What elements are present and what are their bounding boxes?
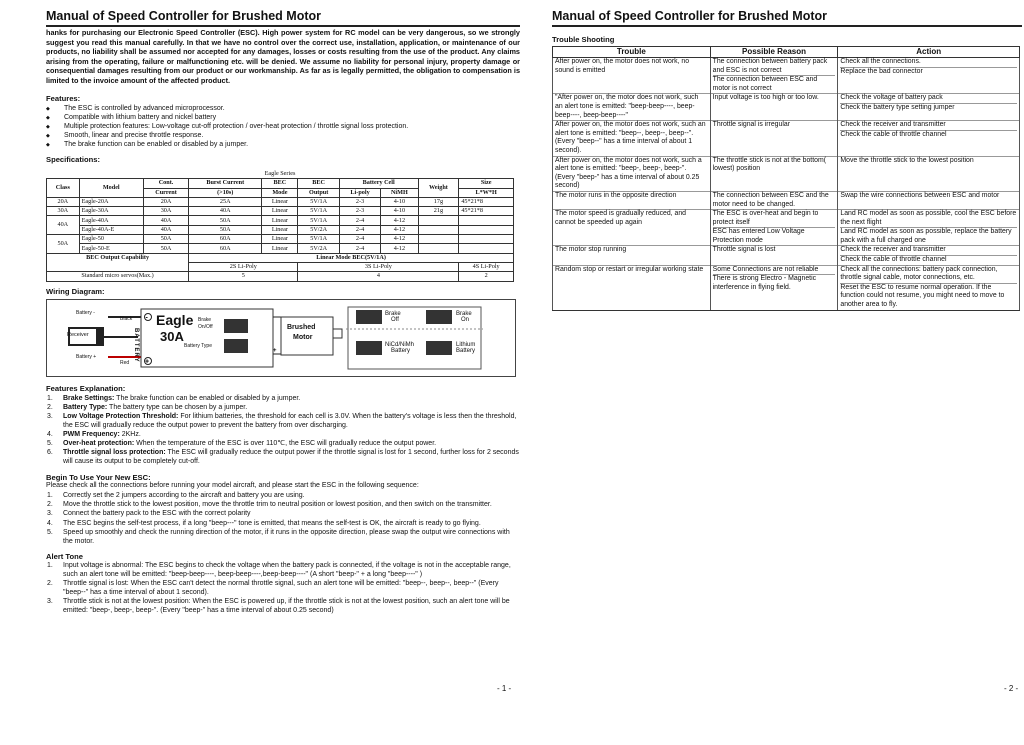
cell-lipo: 2-4: [339, 216, 380, 225]
col-cell: Battery Cell: [339, 179, 418, 188]
col-cont-sub: Current: [143, 188, 188, 197]
features-explanation-list: [46, 394, 520, 467]
cell-cont: 20A: [143, 197, 188, 206]
capability-mode: Linear Mode BEC(5V/1A): [189, 253, 514, 262]
cell-weight: [418, 216, 459, 225]
cell-size: [459, 225, 514, 234]
svg-text:+: +: [273, 347, 277, 354]
alert-tone-heading: Alert Tone: [46, 551, 83, 561]
trouble-shooting-table: [552, 46, 1020, 311]
item-number: 4.: [47, 519, 53, 527]
cell-out: 5V/2A: [298, 244, 339, 253]
lithium-text: Lithium: [456, 341, 476, 348]
item-text: The ESC will gradually reduce the output power if the throttle signal is lost for 1 second, further loss for 2 seconds will cause its output to be completely cut-off.: [63, 449, 519, 466]
item-term: PWM Frequency:: [63, 430, 120, 438]
reason-item: The connection between ESC and the motor need to be changed.: [712, 191, 829, 208]
cell-lipo: 2-4: [339, 244, 380, 253]
reason-cell: [710, 156, 838, 191]
cell-burst: 40A: [189, 207, 262, 216]
red-wire-label: Red: [120, 359, 130, 366]
item-number: 5.: [47, 440, 53, 448]
reason-item: The throttle stick is not at the bottom( lowest) position: [712, 156, 827, 173]
cap-cell: 4S Li-Poly: [459, 262, 514, 271]
action-item: Swap the wire connections between ESC and motor: [840, 191, 1000, 199]
cell-size: 45*21*8: [459, 197, 514, 206]
col-reason: Possible Reason: [710, 47, 838, 58]
cap-row-label: Standard micro servos(Max.): [47, 272, 189, 281]
item-text: The brake function can be enabled or disabled by a jumper.: [114, 394, 301, 402]
brake-off-text: Brake: [385, 310, 401, 317]
cell-mode: Linear: [262, 216, 298, 225]
battery-minus-label: Battery -: [76, 309, 95, 316]
action-cell: [838, 94, 1020, 121]
list-item: [46, 448, 520, 466]
list-item: [46, 528, 520, 546]
action-cell: [838, 191, 1020, 209]
cell-mode: Linear: [262, 225, 298, 234]
cell-mode: Linear: [262, 244, 298, 253]
page-2: [552, 0, 1022, 311]
col-action: Action: [838, 47, 1020, 58]
cell-weight: 21g: [418, 207, 459, 216]
cell-size: [459, 244, 514, 253]
cell-size: 45*21*8: [459, 207, 514, 216]
list-item: [46, 430, 520, 439]
table-row: [47, 216, 514, 225]
cell-cont: 40A: [143, 225, 188, 234]
reason-cell: [710, 191, 838, 209]
cell-out: 5V/1A: [298, 235, 339, 244]
cell-class: 40A: [47, 216, 80, 235]
item-text: For lithium batteries, the threshold for each cell is 3.0V. When the battery's voltage is less then the threshold, the ESC will gradually reduce the output power to prevent the battery from over discharging.: [63, 412, 517, 429]
item-term: Brake Settings:: [63, 394, 115, 402]
begin-steps-list: [46, 491, 520, 546]
col-burst: Burst Current: [189, 179, 262, 188]
action-item: Check the receiver and transmitter: [840, 246, 946, 254]
feature-item: ◆ The brake function can be enabled or disabled by a jumper.: [46, 140, 520, 149]
item-term: Low Voltage Protection Threshold:: [63, 412, 179, 420]
cell-class: 20A: [47, 197, 80, 206]
reason-item: The ESC is over-heat and begin to protect itself: [712, 210, 819, 226]
cell-burst: 50A: [189, 225, 262, 234]
feature-item: ◆ Smooth, linear and precise throttle response.: [46, 131, 520, 140]
action-cell: [838, 156, 1020, 191]
col-becout: BEC: [298, 179, 339, 188]
cell-cont: 50A: [143, 244, 188, 253]
receiver-label: Receiver: [67, 331, 89, 338]
item-number: 2.: [47, 403, 53, 411]
col-cont: Cont.: [143, 179, 188, 188]
cell-weight: [418, 235, 459, 244]
cell-burst: 50A: [189, 216, 262, 225]
item-text: Connect the battery pack to the ESC with the correct polarity: [63, 510, 251, 518]
item-text: 2KHz.: [119, 430, 141, 438]
col-size: Size: [459, 179, 514, 188]
action-item: Check the receiver and transmitter: [840, 121, 946, 129]
cell-out: 5V/2A: [298, 225, 339, 234]
item-number: 2.: [47, 579, 53, 587]
item-text: Speed up smoothly and check the running direction of the motor, if it runs in the opposite direction, please swap the output wire connections with the motor.: [63, 528, 510, 545]
cell-lipo: 2-3: [339, 197, 380, 206]
reason-item: There is strong Electro - Magnetic interference in flying field.: [713, 274, 836, 292]
cell-lipo: 2-4: [339, 235, 380, 244]
item-number: 1.: [47, 492, 53, 500]
cell-model: Eagle-40A-E: [79, 225, 143, 234]
table-row: [553, 265, 1020, 310]
item-text: Throttle signal is lost: When the ESC can't detect the normal throttle signal, such an alert tone will be emitted: "beep--, beep--, beep--" (Every "beep--" has a time interval of about 1 second).: [63, 579, 499, 597]
brake-jumper-label: Brake: [198, 316, 212, 323]
trouble-shooting-heading: Trouble Shooting: [552, 35, 615, 44]
action-cell: [838, 121, 1020, 156]
col-weight: Weight: [418, 179, 459, 198]
cell-out: 5V/1A: [298, 197, 339, 206]
capability-label: BEC Output Capability: [47, 253, 189, 272]
cell-nimh: 4-10: [381, 197, 418, 206]
action-item: Replace the bad connector: [840, 67, 1017, 77]
action-cell: [838, 210, 1020, 246]
action-item: Move the throttle stick to the lowest position: [840, 156, 974, 164]
reason-item: Throttle signal is lost: [712, 246, 776, 254]
wiring-diagram: [46, 299, 516, 377]
capability-header-row: [47, 253, 514, 262]
page-title: Manual of Speed Controller for Brushed Motor: [552, 9, 828, 23]
list-item: [46, 519, 520, 528]
item-term: Over-heat protection:: [63, 440, 135, 448]
page-number-1: - 1 -: [497, 684, 512, 693]
table-row: [553, 210, 1020, 246]
svg-text:-: -: [145, 314, 148, 322]
lithium-label: [456, 342, 475, 354]
cell-class: 30A: [47, 207, 80, 216]
motor-label-2: Motor: [293, 333, 313, 341]
feature-item: ◆ The ESC is controlled by advanced microprocessor.: [46, 104, 520, 113]
cell-burst: 60A: [189, 235, 262, 244]
trouble-shooting-body: [553, 58, 1020, 311]
cell-weight: 17g: [418, 197, 459, 206]
col-trouble: Trouble: [553, 47, 711, 58]
onoff-jumper-label: On/Off: [198, 323, 213, 330]
action-item: Check the cable of throttle channel: [840, 255, 1017, 265]
item-text: When the temperature of the ESC is over 110℃, the ESC will gradually reduce the output power.: [134, 440, 437, 448]
cell-cont: 30A: [143, 207, 188, 216]
trouble-cell: The motor stop running: [553, 246, 711, 265]
reason-cell: [710, 246, 838, 265]
cap-cell: 2S Li-Poly: [189, 262, 298, 271]
begin-heading: Begin To Use Your New ESC:: [46, 473, 151, 483]
list-item: [46, 403, 520, 412]
table-row: [47, 225, 514, 234]
table-row: [47, 197, 514, 206]
reason-cell: [710, 121, 838, 156]
brake-on-text: Brake: [456, 310, 472, 317]
black-wire-label: Black: [120, 315, 133, 322]
feature-item: ◆ Multiple protection features: Low-voltage cut-off protection / over-heat protection / throttle signal loss protection.: [46, 122, 520, 131]
brake-on-label: [456, 311, 472, 323]
col-lipo: Li-poly: [339, 188, 380, 197]
item-text: The ESC begins the self-test process, if a long "beep---" tone is emitted, that means the self-test is OK, the aircraft is ready to go flying.: [63, 519, 481, 527]
table-row: [553, 156, 1020, 191]
cell-class: 50A: [47, 235, 80, 254]
list-item: [46, 509, 520, 518]
cell-burst: 25A: [189, 197, 262, 206]
cell-size: [459, 216, 514, 225]
cell-model: Eagle-50: [79, 235, 143, 244]
cap-value: 4: [298, 272, 459, 281]
item-term: Throttle signal loss protection:: [63, 449, 166, 457]
list-item: [46, 394, 520, 403]
action-item: Land RC model as soon as possible, replace the battery pack with a full charged one: [840, 227, 1017, 245]
reason-item: ESC has entered Low Voltage Protection mode: [713, 227, 836, 245]
reason-item: Throttle signal is irregular: [712, 121, 790, 129]
item-text: The battery type can be chosen by a jumper.: [107, 403, 248, 411]
title-rule: [552, 25, 1022, 27]
wiring-heading: Wiring Diagram:: [46, 286, 105, 296]
list-item: [46, 561, 520, 579]
reason-cell: [710, 58, 838, 94]
cell-mode: Linear: [262, 235, 298, 244]
col-size-sub: L*W*H: [459, 188, 514, 197]
reason-item: Input voltage is too high or too low.: [712, 94, 819, 102]
trouble-cell: The motor runs in the opposite direction: [553, 191, 711, 209]
cell-nimh: 4-12: [381, 244, 418, 253]
cap-value: 2: [459, 272, 514, 281]
col-nimh: NiMH: [381, 188, 418, 197]
item-number: 6.: [47, 449, 53, 457]
cell-model: Eagle-50-E: [79, 244, 143, 253]
features-explanation-heading: Features Explanation:: [46, 383, 126, 393]
trouble-cell: After power on, the motor does not work, such a alert tone is emitted: "beep-, beep-, beep-". (Every "beep-" has a time interval of about 0.25 second): [553, 156, 711, 191]
table-row: [47, 207, 514, 216]
action-item: Check the cable of throttle channel: [840, 130, 1017, 140]
page-title: Manual of Speed Controller for Brushed Motor: [46, 9, 322, 23]
battery-plus-label: Battery +: [76, 353, 97, 360]
item-text: Move the throttle stick to the lowest position, move the throttle trim to neutral position or lowest position, and then switch on the transmitter.: [63, 501, 492, 509]
item-number: 3.: [47, 598, 53, 606]
action-cell: [838, 246, 1020, 265]
reason-cell: [710, 94, 838, 121]
trouble-cell: After power on, the motor does not work, no sound is emitted: [553, 58, 711, 94]
eagle-logo-text: Eagle: [156, 311, 194, 328]
spec-table: [46, 170, 514, 282]
page-number-2: - 2 -: [1004, 684, 1019, 693]
item-text: Correctly set the 2 jumpers according to the aircraft and battery you are using.: [63, 492, 305, 500]
brake-off-label: [385, 311, 401, 323]
cell-mode: Linear: [262, 197, 298, 206]
features-list: [46, 104, 520, 149]
trouble-cell: "After power on, the motor does not work, such an alert tone is emitted: "beep-beep----, beep-beep----, beep-beep----": [553, 94, 711, 121]
list-item: [46, 412, 520, 430]
cell-weight: [418, 244, 459, 253]
nicd-label: [385, 342, 414, 354]
cap-cell: 3S Li-Poly: [298, 262, 459, 271]
brake-on-state: On: [461, 316, 470, 323]
intro-paragraph: hanks for purchasing our Electronic Speed Controller (ESC). High power system for RC model can be very dangerous, so we strongly suggest you read this manual carefully. In that we have no control over the correct use, installation, application, or maintenance of our products, no liability shall be assumed nor accepted for any damages, losses or costs resulting from the use of the product. Any claims arising from the operating, failure or malfunctioning etc. will be denied. We assume no liability for personal injury, property damage or consequential damages resulting from our product or our workmanship. As far as is legally permitted, the obligation to compensation is limited to the invoice amount of the affected product.: [46, 28, 520, 85]
cell-model: Eagle-40A: [79, 216, 143, 225]
features-heading: Features:: [46, 94, 81, 103]
brake-off-state: Off: [391, 316, 399, 323]
cell-lipo: 2-3: [339, 207, 380, 216]
action-item: Reset the ESC to resume normal operation. If the function could not resume, you might need to move to another area to fly.: [840, 283, 1017, 310]
page-1: [40, 0, 520, 615]
item-text: Input voltage is abnormal: The ESC begins to check the voltage when the battery pack is connected, if the voltage is not in the acceptable range, such an alert tone will be emitted: "beep-beep----, beep-beep----,beep-beep----" (A short "beep-" + a long "beep----" ): [63, 561, 511, 578]
capability-values-row: [47, 272, 514, 281]
reason-cell: [710, 210, 838, 246]
table-header-row: [553, 47, 1020, 58]
trouble-cell: After power on, the motor does not work, such an alert tone is emitted: "beep--, beep--, beep--". (Every "beep--" has a time interval of about 1 second).: [553, 121, 711, 156]
cap-value: 5: [189, 272, 298, 281]
cell-model: Eagle-20A: [79, 197, 143, 206]
col-model: Model: [79, 179, 143, 198]
cell-model: Eagle-30A: [79, 207, 143, 216]
cell-nimh: 4-12: [381, 216, 418, 225]
lithium-battery: Battery: [456, 347, 476, 354]
table-row: [47, 235, 514, 244]
item-term: Battery Type:: [63, 403, 108, 411]
battery-type-label: Battery Type: [184, 342, 212, 349]
action-item: Check all the connections: battery pack connection, throttle signal cable, motor connections, etc.: [840, 265, 998, 282]
table-row: [553, 121, 1020, 156]
col-class: Class: [47, 179, 80, 198]
list-item: [46, 439, 520, 448]
trouble-cell: The motor speed is gradually reduced, and cannot be speeded up again: [553, 210, 711, 246]
cell-cont: 40A: [143, 216, 188, 225]
title-rule: [46, 25, 520, 27]
col-bec-sub: Mode: [262, 188, 298, 197]
item-number: 1.: [47, 561, 53, 569]
action-cell: [838, 265, 1020, 310]
cell-out: 5V/1A: [298, 216, 339, 225]
col-becout-sub: Output: [298, 188, 339, 197]
list-item: [46, 491, 520, 500]
cell-cont: 50A: [143, 235, 188, 244]
nicd-text: NiCd/NiMh: [385, 341, 415, 348]
battery-side-label: BATTERY: [133, 327, 139, 363]
reason-item: The connection between ESC and motor is not correct: [713, 75, 836, 93]
cell-size: [459, 235, 514, 244]
list-item: [46, 579, 520, 597]
trouble-cell: Random stop or restart or irregular working state: [553, 265, 711, 310]
alert-tone-list: [46, 561, 520, 616]
item-text: Throttle stick is not at the lowest position: When the ESC is powered up, if the throttle stick is not at the lowest position, such an alert tone will be emitted: "beep-, beep-, beep-". (Every "beep-" has a time interval of about 0.25 second): [63, 598, 510, 615]
wiring-diagram-graphic: [46, 299, 516, 377]
begin-intro: Please check all the connections before running your model aircraft, and please start the ESC in the following sequence:: [46, 482, 419, 490]
cell-mode: Linear: [262, 207, 298, 216]
reason-item: The connection between battery pack and ESC is not correct: [712, 58, 828, 74]
cell-nimh: 4-10: [381, 207, 418, 216]
action-item: Check the voltage of battery pack: [840, 94, 943, 102]
col-burst-sub: (>10s): [189, 188, 262, 197]
esc-model-text: 30A: [160, 328, 184, 344]
cell-burst: 60A: [189, 244, 262, 253]
specifications-heading: Specifications:: [46, 155, 101, 164]
cell-weight: [418, 225, 459, 234]
svg-text:+: +: [145, 358, 150, 366]
action-item: Land RC model as soon as possible, cool the ESC before the next flight: [840, 210, 1017, 226]
table-row: [553, 58, 1020, 94]
cell-out: 5V/1A: [298, 207, 339, 216]
col-bec: BEC: [262, 179, 298, 188]
action-item: Check the battery type setting jumper: [840, 103, 1017, 113]
motor-label-1: Brushed: [287, 323, 316, 331]
reason-cell: [710, 265, 838, 310]
item-number: 4.: [47, 430, 53, 438]
feature-item: ◆ Compatible with lithium battery and nickel battery: [46, 113, 520, 122]
cell-lipo: 2-4: [339, 225, 380, 234]
table-row: [553, 94, 1020, 121]
item-number: 1.: [47, 394, 53, 402]
item-number: 2.: [47, 501, 53, 509]
item-number: 5.: [47, 528, 53, 536]
nicd-battery: Battery: [391, 347, 411, 354]
cell-nimh: 4-12: [381, 225, 418, 234]
action-cell: [838, 58, 1020, 94]
series-title: Eagle Series: [47, 170, 514, 179]
list-item: [46, 500, 520, 509]
table-row: [553, 246, 1020, 265]
item-number: 3.: [47, 412, 53, 420]
item-number: 3.: [47, 510, 53, 518]
reason-item: Some Connections are not reliable: [712, 265, 819, 273]
action-item: Check all the connections.: [840, 58, 921, 65]
table-row: [47, 244, 514, 253]
list-item: [46, 597, 520, 615]
cell-nimh: 4-12: [381, 235, 418, 244]
table-row: [553, 191, 1020, 209]
